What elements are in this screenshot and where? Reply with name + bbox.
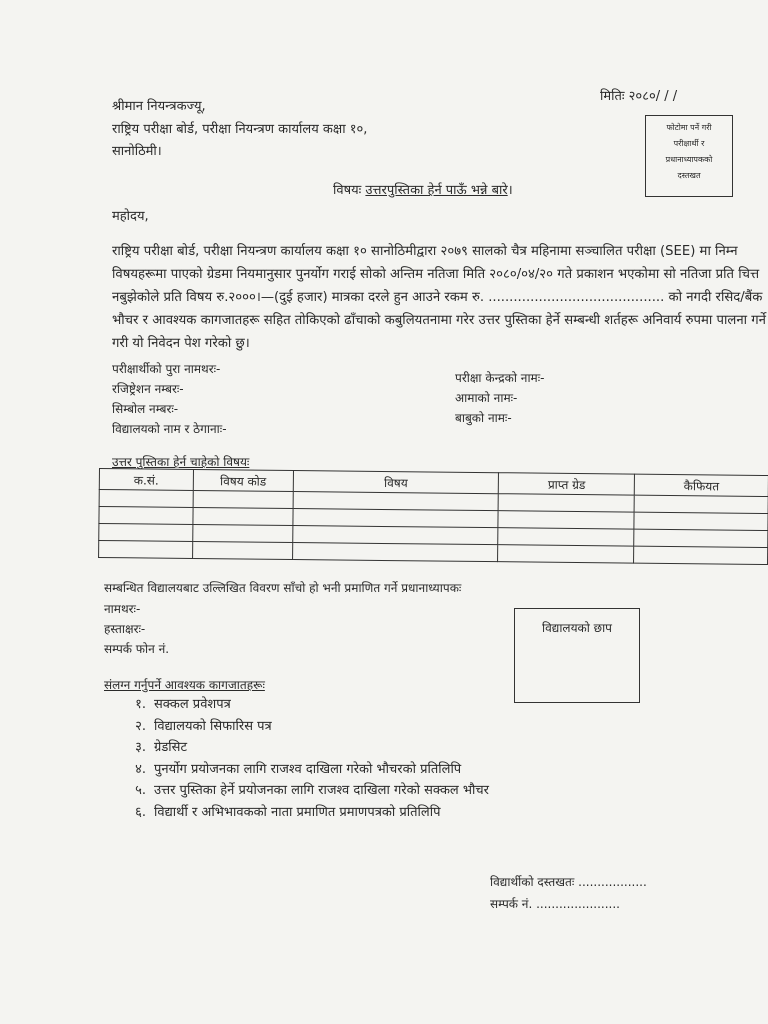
- photo-box-line: परीक्षार्थी र: [673, 139, 705, 148]
- list-item: [112, 759, 489, 781]
- table-cell: [99, 541, 193, 559]
- table-cell: [192, 541, 292, 559]
- photo-box-line: दस्तखत: [677, 171, 701, 180]
- subject-text: उत्तरपुस्तिका हेर्न पाऊँ भन्ने बारे: [365, 183, 508, 198]
- subject-end: ।: [507, 183, 513, 198]
- photo-box-line: फोटोमा पर्ने गरी: [666, 123, 712, 132]
- col-subject-code: विषय कोड: [193, 469, 293, 491]
- list-item-text: विद्यालयको सिफारिस पत्र: [154, 718, 272, 734]
- list-item-text: सक्कल प्रवेशपत्र: [154, 697, 231, 712]
- student-signature-field: विद्यार्थीको दस्तखतः ..................: [490, 875, 647, 889]
- list-item-text: उत्तर पुस्तिका हेर्ने प्रयोजनका लागि राजश्व दाखिला गरेको सक्कल भौचर: [154, 783, 489, 798]
- list-item: [112, 694, 489, 716]
- table-cell: [292, 526, 498, 545]
- col-grade-obtained: प्राप्त ग्रेड: [499, 473, 635, 495]
- addressee-line: राष्ट्रिय परीक्षा बोर्ड, परीक्षा नियन्त्रण कार्यालय कक्षा १०,: [112, 122, 368, 137]
- list-item-number: ६.: [135, 804, 146, 820]
- certify-text: सम्बन्धित विद्यालयबाट उल्लिखित विवरण साँचो हो भनी प्रमाणित गर्ने प्रधानाध्यापकः: [104, 581, 462, 595]
- field-school-name-address: विद्यालयको नाम र ठेगानाः-: [112, 422, 227, 436]
- addressee-line: सानोठिमी।: [112, 144, 162, 159]
- date-line: मितिः २०८०/ / /: [600, 89, 678, 104]
- list-item-number: ४.: [135, 761, 146, 777]
- col-subject: विषय: [293, 471, 499, 494]
- body-paragraph: राष्ट्रिय परीक्षा बोर्ड, परीक्षा नियन्त्रण कार्यालय कक्षा १० सानोठिमीद्वारा २०७९ सालको चैत्र महिनामा सञ्चालित परीक्षा (SEE) मा निम्न विषयहरूमा पाएको ग्रेडमा नियमानुसार पुनर्योग गराई सोको अन्तिम नतिजा मिति २०८०/०४/२० गते प्रकाशन भएकोमा सो नतिजा प्रति चित्त नबुझेकोले प्रति विषय रु.२०००।—(दुई हजार) मात्रका दरले हुन आउने रकम रु. .......................................... को नगदी रसिद/बैंक भौचर र आवश्यक कागजातहरू सहित तोकिएको ढाँचाको कबुलियतनामा गरेर उत्तर पुस्तिका हेर्ने सम्बन्धी शर्तहरू अनिवार्य रुपमा पालना गर्ने गरी यो निवेदन पेश गरेको छु।: [112, 244, 767, 351]
- table-cell: [99, 524, 193, 542]
- table-cell: [634, 512, 768, 530]
- list-item-text: पुनर्योग प्रयोजनका लागि राजश्व दाखिला गरेको भौचरको प्रतिलिपि: [154, 761, 462, 777]
- addressee-line: श्रीमान नियन्त्रकज्यू,: [112, 99, 206, 114]
- field-exam-centre: परीक्षा केन्द्रको नामः-: [455, 371, 545, 385]
- table-cell: [292, 543, 498, 562]
- field-mother-name: आमाको नामः-: [455, 391, 518, 405]
- list-item: [112, 802, 489, 824]
- table-cell: [193, 507, 293, 525]
- table-cell: [498, 511, 634, 529]
- list-item: [112, 737, 489, 759]
- table-cell: [293, 492, 499, 511]
- school-stamp-box: [514, 608, 640, 703]
- table-cell: [498, 494, 634, 512]
- docs-list: [112, 694, 489, 823]
- list-item-number: ५.: [135, 783, 146, 798]
- subject-table: [98, 468, 768, 565]
- table-cell: [193, 490, 293, 508]
- stamp-label: विद्यालयको छाप: [541, 621, 613, 635]
- field-student-name: परीक्षार्थीको पुरा नामथरः-: [112, 362, 221, 376]
- table-cell: [634, 529, 768, 547]
- headteacher-phone-field: सम्पर्क फोन नं.: [104, 642, 170, 656]
- list-item-number: २.: [135, 718, 146, 734]
- field-symbol-number: सिम्बोल नम्बरः-: [112, 402, 179, 416]
- list-item-text: ग्रेडसिट: [154, 740, 187, 755]
- table-cell: [293, 509, 499, 528]
- table-cell: [498, 528, 634, 546]
- list-item-number: १.: [135, 697, 146, 712]
- table-cell: [634, 495, 768, 513]
- photo-box-line: प्रधानाध्यापकको: [665, 155, 713, 164]
- table-cell: [99, 490, 193, 508]
- list-item-text: विद्यार्थी र अभिभावकको नाता प्रमाणित प्रमाणपत्रको प्रतिलिपि: [154, 804, 441, 820]
- list-item-number: ३.: [135, 740, 146, 755]
- col-remarks: कैफियत: [634, 474, 768, 496]
- field-registration-number: रजिष्ट्रेशन नम्बरः-: [112, 382, 184, 396]
- col-serial: क.सं.: [99, 469, 193, 491]
- headteacher-name-field: नामथरः-: [104, 602, 141, 616]
- field-father-name: बाबुको नामः-: [455, 411, 512, 425]
- list-item: [112, 780, 489, 802]
- photo-signature-box: [645, 115, 733, 197]
- student-contact-field: सम्पर्क नं. ......................: [490, 897, 620, 911]
- table-heading: उत्तर पुस्तिका हेर्न चाहेको विषयः: [112, 455, 250, 469]
- headteacher-signature-field: हस्ताक्षरः-: [104, 622, 146, 636]
- table-cell: [498, 545, 634, 563]
- table-cell: [99, 507, 193, 525]
- table-cell: [193, 524, 293, 542]
- salutation: महोदय,: [112, 209, 149, 224]
- subject-line: [333, 180, 513, 198]
- subject-prefix: विषयः: [333, 183, 366, 198]
- docs-heading: संलग्न गर्नुपर्ने आवश्यक कागजातहरूः: [104, 678, 265, 692]
- list-item: [112, 716, 489, 738]
- table-cell: [634, 546, 768, 564]
